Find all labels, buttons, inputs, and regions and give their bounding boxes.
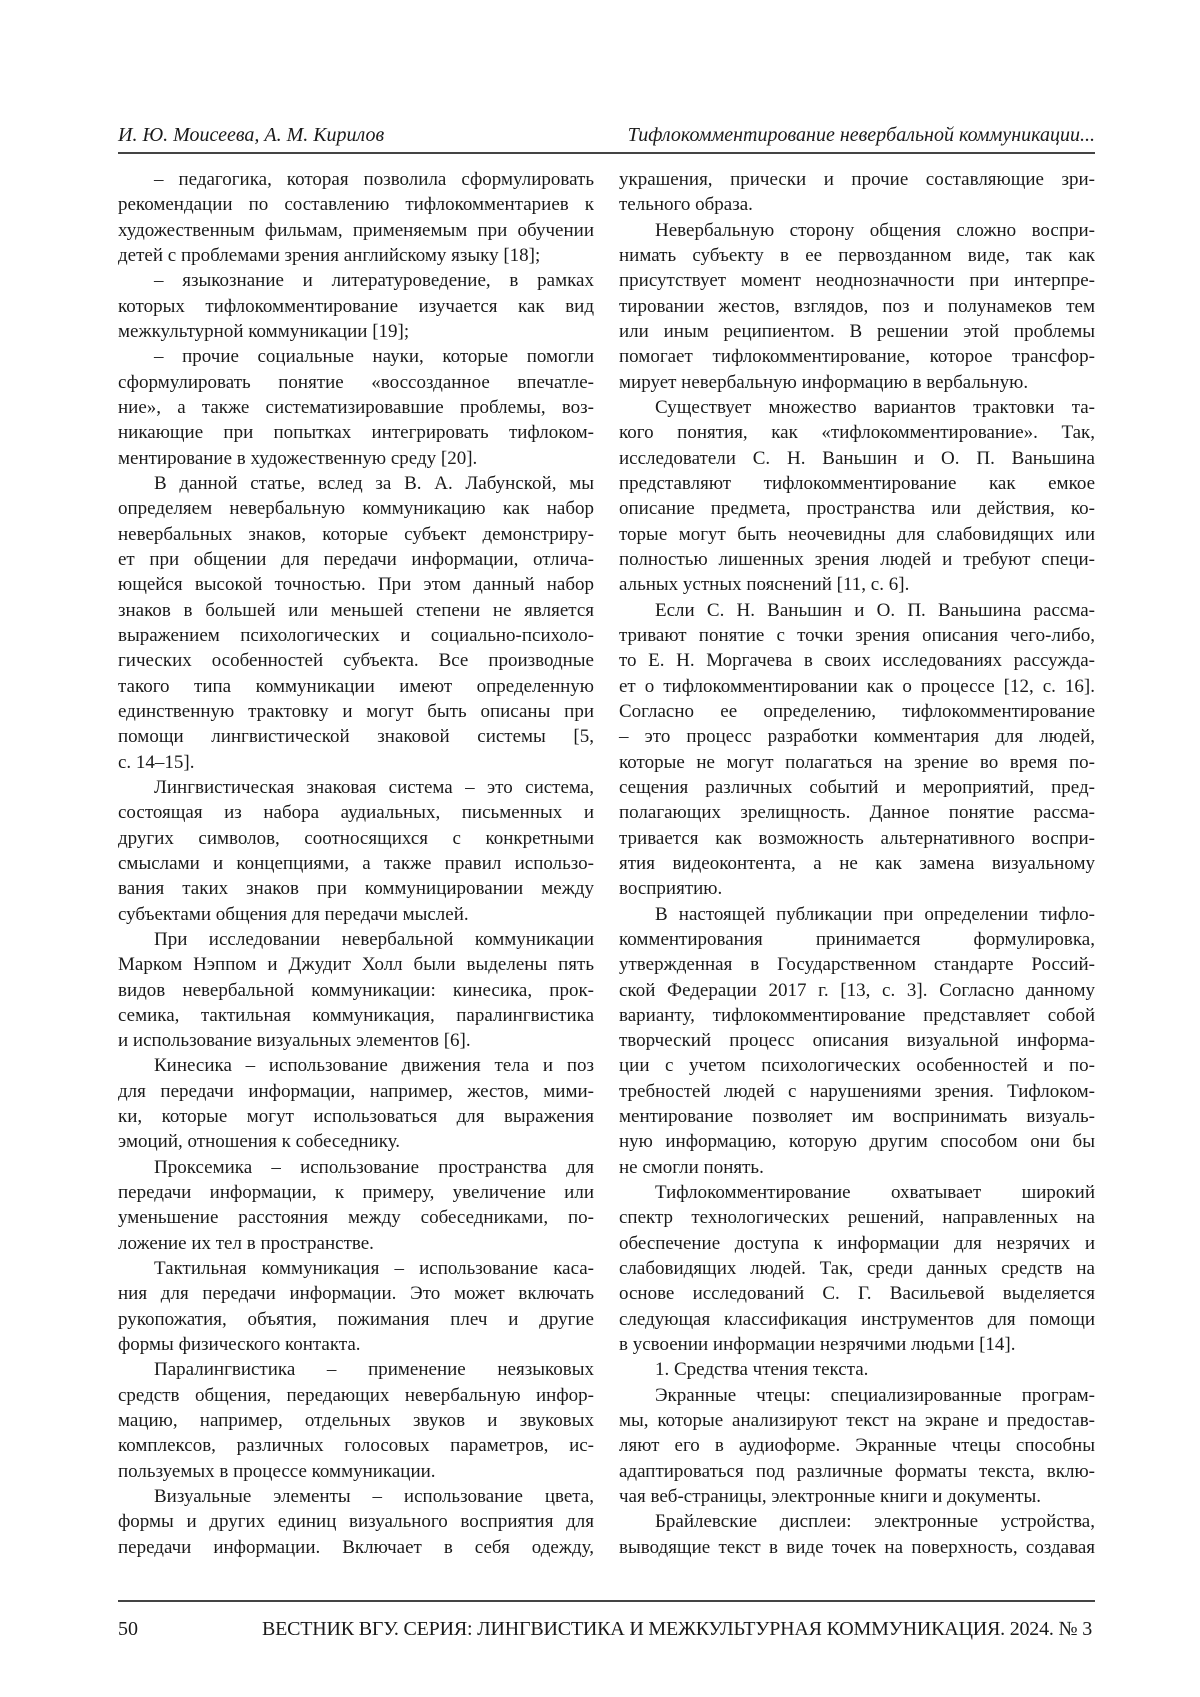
text-line: торые могут быть неочевидны для слабовидящих или bbox=[619, 523, 1095, 545]
text-line: В настоящей публикации при определении тифло- bbox=[655, 903, 1095, 925]
text-line: творческий процесс описания визуальной информа- bbox=[619, 1030, 1095, 1052]
text-line: тривают понятие с точки зрения описания чего-либо, bbox=[619, 624, 1095, 646]
text-line: альных устных пояснений [11, с. 6]. bbox=[619, 574, 910, 596]
text-line: ской Федерации 2017 г. [13, с. 3]. Согласно данному bbox=[619, 979, 1095, 1001]
text-line: ющейся высокой точностью. При этом данный набор bbox=[118, 574, 594, 596]
text-line: украшения, прически и прочие составляющие зри- bbox=[619, 169, 1095, 190]
text-line: Тифлокомментирование охватывает широкий bbox=[655, 1182, 1095, 1204]
text-line: ции с учетом психологических особенностей и по- bbox=[619, 1055, 1095, 1077]
paragraph bbox=[619, 902, 1095, 1181]
paragraph bbox=[619, 598, 1095, 902]
text-line: и использование визуальных элементов [6]. bbox=[118, 1030, 471, 1052]
paragraph bbox=[619, 1180, 1095, 1357]
header-rule bbox=[118, 152, 1095, 154]
paragraph bbox=[118, 1357, 594, 1484]
text-line: передачи информации, к примеру, увеличение или bbox=[118, 1182, 594, 1204]
text-line: обеспечение доступа к информации для незрячих и bbox=[619, 1232, 1095, 1254]
text-line: представляют тифлокомментирование как емкое bbox=[619, 472, 1095, 494]
text-line: пользуемых в процессе коммуникации. bbox=[118, 1460, 436, 1482]
text-line: видов невербальной коммуникации: кинесика, прок- bbox=[118, 979, 594, 1001]
left-column bbox=[118, 167, 594, 1560]
text-line: исследователи С. Н. Ваньшин и О. П. Ваньшина bbox=[619, 447, 1095, 469]
text-line: выводящие текст в виде точек на поверхность, создавая bbox=[619, 1536, 1095, 1558]
text-line: Кинесика – использование движения тела и поз bbox=[154, 1055, 594, 1077]
paragraph bbox=[619, 1357, 1095, 1382]
right-column bbox=[619, 167, 1095, 1560]
text-line: эмоций, отношения к собеседнику. bbox=[118, 1131, 401, 1153]
text-line: с. 14–15]. bbox=[118, 751, 195, 773]
text-line: ментирование позволяет им воспринимать визуаль- bbox=[619, 1106, 1095, 1128]
text-line: состоящая из набора аудиальных, письменных и bbox=[118, 802, 594, 824]
running-header-title: Тифлокомментирование невербальной коммуникации... bbox=[627, 124, 1095, 146]
text-line: такого типа коммуникации имеют определенную bbox=[118, 675, 594, 697]
text-line: детей с проблемами зрения английскому языку [18]; bbox=[118, 244, 541, 266]
text-line: – это процесс разработки комментария для людей, bbox=[619, 726, 1095, 748]
text-line: Невербальную сторону общения сложно воспри- bbox=[655, 219, 1095, 241]
text-line: ет о тифлокомментировании как о процессе [12, с. 16]. bbox=[619, 675, 1095, 697]
paragraph bbox=[118, 1053, 594, 1154]
text-line: Марком Нэппом и Джудит Холл были выделены пять bbox=[118, 954, 594, 976]
text-line: Тактильная коммуникация – использование каса- bbox=[154, 1258, 594, 1280]
text-line: полностью лишенных зрения людей и требуют специ- bbox=[619, 548, 1095, 570]
text-line: ментирование в художественную среду [20]. bbox=[118, 447, 478, 469]
text-line: сформулировать понятие «воссозданное впечатле- bbox=[118, 371, 594, 393]
text-line: Брайлевские дисплеи: электронные устройства, bbox=[655, 1511, 1095, 1533]
text-line: формы и других единиц визуального восприятия для bbox=[118, 1511, 594, 1533]
text-line: – прочие социальные науки, которые помогли bbox=[154, 346, 594, 368]
text-line: других символов, соотносящихся с конкретными bbox=[118, 827, 594, 849]
paragraph bbox=[118, 927, 594, 1054]
text-line: ки, которые могут использоваться для выражения bbox=[118, 1106, 594, 1128]
paragraph bbox=[118, 1484, 594, 1560]
text-line: – языкознание и литературоведение, в рамках bbox=[154, 270, 594, 292]
text-line: межкультурной коммуникации [19]; bbox=[118, 320, 410, 342]
text-line: ет при общении для передачи информации, отлича- bbox=[118, 548, 594, 570]
text-line: тировании жестов, взглядов, поз и полунамеков тем bbox=[619, 295, 1095, 317]
text-line: рукопожатия, объятия, пожимания плеч и другие bbox=[118, 1308, 594, 1330]
text-line: Экранные чтецы: специализированные програм- bbox=[655, 1384, 1095, 1406]
text-line: описание предмета, пространства или действия, ко- bbox=[619, 498, 1095, 520]
text-line: восприятию. bbox=[619, 878, 723, 900]
text-line: которые не могут полагаться на зрение во время по- bbox=[619, 751, 1095, 773]
text-line: ние», а также систематизировавшие проблемы, воз- bbox=[118, 396, 594, 418]
text-line: определяем невербальную коммуникацию как набор bbox=[118, 498, 594, 520]
text-line: формы физического контакта. bbox=[118, 1334, 361, 1356]
text-line: никающие при попытках интегрировать тифлоком- bbox=[118, 422, 594, 444]
text-line: мы, которые анализируют текст на экране и предостав- bbox=[619, 1410, 1095, 1432]
paragraph bbox=[619, 218, 1095, 395]
journal-footer: ВЕСТНИК ВГУ. СЕРИЯ: ЛИНГВИСТИКА И МЕЖКУЛЬТУРНАЯ КОММУНИКАЦИЯ. 2024. № 3 bbox=[261, 1618, 1092, 1640]
text-line: тельного образа. bbox=[619, 194, 753, 216]
paragraph bbox=[619, 167, 1095, 218]
text-line: слабовидящих людей. Так, среди данных средств на bbox=[619, 1258, 1095, 1280]
text-line: 1. Средства чтения текста. bbox=[655, 1359, 869, 1381]
text-line: гических особенностей субъекта. Все производные bbox=[118, 650, 594, 672]
text-line: утвержденная в Государственном стандарте Россий- bbox=[619, 954, 1095, 976]
paragraph bbox=[118, 1155, 594, 1256]
text-line: ния для передачи информации. Это может включать bbox=[118, 1283, 594, 1305]
text-line: рекомендации по составлению тифлокомментариев к bbox=[118, 194, 594, 216]
text-line: присутствует момент неоднозначности при интерпре- bbox=[619, 270, 1095, 292]
text-line: комментирования принимается формулировка, bbox=[619, 928, 1095, 950]
text-line: невербальных знаков, которые субъект демонстриру- bbox=[118, 523, 594, 545]
text-line: семика, тактильная коммуникация, паралингвистика bbox=[118, 1004, 594, 1026]
text-line: помощи лингвистической знаковой системы [5, bbox=[118, 726, 594, 748]
paragraph bbox=[118, 167, 594, 268]
text-line: Паралингвистика – применение неязыковых bbox=[154, 1359, 594, 1381]
text-line: Проксемика – использование пространства для bbox=[154, 1156, 594, 1178]
text-line: не смогли понять. bbox=[619, 1156, 764, 1178]
text-line: Лингвистическая знаковая система – это система, bbox=[154, 776, 594, 798]
text-line: сещения различных событий и мероприятий, пред- bbox=[619, 776, 1095, 798]
footer-rule bbox=[118, 1600, 1095, 1602]
text-line: то Е. Н. Моргачева в своих исследованиях рассужда- bbox=[619, 650, 1095, 672]
paragraph bbox=[619, 1383, 1095, 1510]
text-line: нимать субъекту в ее первозданном виде, так как bbox=[619, 244, 1095, 266]
text-line: помогает тифлокомментирование, которое трансфор- bbox=[619, 346, 1095, 368]
text-line: – педагогика, которая позволила сформулировать bbox=[154, 169, 594, 190]
text-line: которых тифлокомментирование изучается как вид bbox=[118, 295, 594, 317]
text-line: для передачи информации, например, жестов, мими- bbox=[118, 1080, 594, 1102]
text-line: художественным фильмам, применяемым при обучении bbox=[118, 219, 594, 241]
text-line: кого понятия, как «тифлокомментирование». Так, bbox=[619, 422, 1095, 444]
text-line: в усвоении информации незрячими людьми [14]. bbox=[619, 1334, 1016, 1356]
text-line: полагающих зрелищность. Данное понятие рассма- bbox=[619, 802, 1095, 824]
text-line: варианту, тифлокомментирование представляет собой bbox=[619, 1004, 1095, 1026]
text-line: средств общения, передающих невербальную инфор- bbox=[118, 1384, 594, 1406]
text-line: ную информацию, которую другим способом они бы bbox=[619, 1131, 1095, 1153]
paragraph bbox=[118, 775, 594, 927]
paragraph bbox=[619, 1509, 1095, 1560]
text-line: мирует невербальную информацию в вербальную. bbox=[619, 371, 1029, 393]
text-line: субъектами общения для передачи мыслей. bbox=[118, 903, 469, 925]
text-line: Визуальные элементы – использование цвета, bbox=[154, 1486, 594, 1508]
text-line: требностей людей с нарушениями зрения. Тифлоком- bbox=[619, 1080, 1095, 1102]
text-line: ляют его в аудиоформе. Экранные чтецы способны bbox=[619, 1435, 1095, 1457]
text-line: уменьшение расстояния между собеседниками, по- bbox=[118, 1207, 594, 1229]
text-line: При исследовании невербальной коммуникации bbox=[154, 928, 594, 950]
text-line: следующая классификация инструментов для помощи bbox=[619, 1308, 1095, 1330]
text-line: адаптироваться под различные форматы текста, вклю- bbox=[619, 1460, 1095, 1482]
text-line: ложение их тел в пространстве. bbox=[118, 1232, 374, 1254]
text-line: Существует множество вариантов трактовки та- bbox=[655, 396, 1095, 418]
text-line: единственную трактовку и могут быть описаны при bbox=[118, 700, 594, 722]
page-number: 50 bbox=[118, 1618, 138, 1640]
paragraph bbox=[118, 1256, 594, 1357]
text-line: В данной статье, вслед за В. А. Лабунской, мы bbox=[154, 472, 594, 494]
text-line: мацию, например, отдельных звуков и звуковых bbox=[118, 1410, 594, 1432]
text-line: смыслами и концепциями, а также правил использо- bbox=[118, 852, 594, 874]
text-line: тривается как возможность альтернативного воспри- bbox=[619, 827, 1095, 849]
text-line: спектр технологических решений, направленных на bbox=[619, 1207, 1095, 1229]
text-line: комплексов, различных голосовых параметров, ис- bbox=[118, 1435, 594, 1457]
text-line: Согласно ее определению, тифлокомментирование bbox=[619, 700, 1095, 722]
text-line: чая веб-страницы, электронные книги и документы. bbox=[619, 1486, 1041, 1508]
paragraph bbox=[619, 395, 1095, 598]
text-line: вания таких знаков при коммуницировании между bbox=[118, 878, 594, 900]
text-line: выражением психологических и социально-психоло- bbox=[118, 624, 594, 646]
text-line: ятия видеоконтента, а не как замена визуальному bbox=[619, 852, 1095, 874]
text-line: основе исследований С. Г. Васильевой выделяется bbox=[619, 1283, 1095, 1305]
running-header-authors: И. Ю. Моисеева, А. М. Кирилов bbox=[118, 124, 385, 146]
paragraph bbox=[118, 344, 594, 471]
text-line: знаков в большей или меньшей степени не является bbox=[118, 599, 594, 621]
text-line: Если С. Н. Ваньшин и О. П. Ваньшина рассма- bbox=[655, 599, 1095, 621]
text-line: передачи информации. Включает в себя одежду, bbox=[118, 1536, 594, 1558]
paragraph bbox=[118, 471, 594, 775]
paragraph bbox=[118, 268, 594, 344]
text-line: или иным реципиентом. В решении этой проблемы bbox=[619, 320, 1095, 342]
